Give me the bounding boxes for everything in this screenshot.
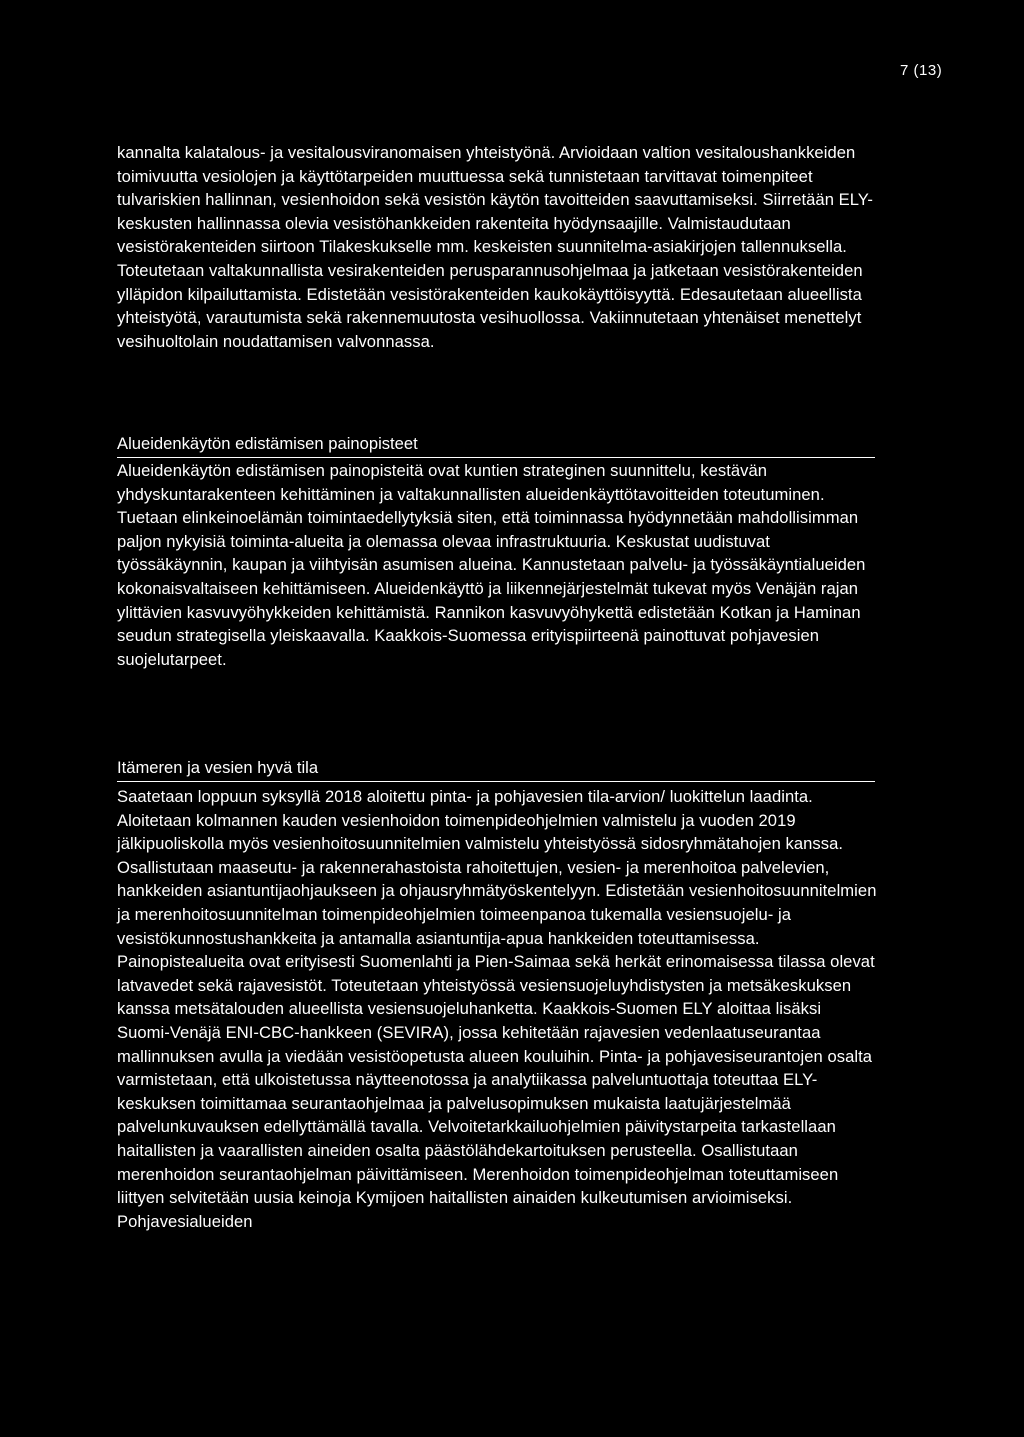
section-heading-baltic-sea-text: Itämeren ja vesien hyvä tila: [117, 758, 319, 777]
section-paragraph-baltic-sea: Saatetaan loppuun syksyllä 2018 aloitettu pinta- ja pohjavesien tila-arvion/ luokittelun laadinta. Aloitetaan kolmannen kauden vesienhoidon toimenpideohjelmien valmistelu ja vuoden 2019 jälkipuoliskolla myös vesienhoitosuunnitelmien valmistelu yhteistyössä sidosryhmätahojen kanssa. Osallistutaan maaseutu- ja rakennerahastoista rahoitettujen, vesien- ja merenhoitoa palvelevien, hankkeiden asiantuntijaohjaukseen ja ohjausryhmätyöskentelyyn. Edistetään vesienhoitosuunnitelmien ja merenhoitosuunnitelman toimenpideohjelmien toimeenpanoa tukemalla vesiensuojelu- ja vesistökunnostushankkeita ja antamalla asiantuntija-apua hankkeiden toteuttamisessa. Painopistealueita ovat erityisesti Suomenlahti ja Pien-Saimaa sekä herkät erinomaisessa tilassa olevat latvavedet sekä rajavesistöt. Toteutetaan yhteistyössä vesiensuojeluyhdistysten ja metsäkeskuksen kanssa metsätalouden alueellista vesiensuojeluhanketta. Kaakkois-Suomen ELY aloittaa lisäksi Suomi-Venäjä ENI-CBC-hankkeen (SEVIRA), jossa kehitetään rajavesien vedenlaatuseurantaa mallinnuksen avulla ja viedään vesistöopetusta alueen kouluihin. Pinta- ja pohjavesiseurantojen osalta varmistetaan, että ulkoistetussa näytteenotossa ja analytiikassa palveluntuottaja toteuttaa ELY-keskuksen toimittamaa seurantaohjelmaa ja palvelusopimuksen mukaista laatujärjestelmää palvelunkuvauksen edellyttämällä tavalla. Velvoitetarkkailuohjelmien päivitystarpeita tarkastellaan haitallisten ja vaarallisten aineiden osalta päästölähdekartoituksen perusteella. Osallistutaan merenhoidon seurantaohjelman päivittämiseen. Merenhoidon toimenpideohjelman toteuttamiseen liittyen selvitetään uusia keinoja Kymijoen haitallisten ainaiden kulkeutumisen arvioimiseksi. Pohjavesialueiden: [117, 787, 877, 1231]
page-number: 7 (13): [900, 62, 943, 79]
section-paragraph-land-use: Alueidenkäytön edistämisen painopisteitä ovat kuntien strateginen suunnittelu, kestävän yhdyskuntarakenteen kehittäminen ja valtakunnallisten alueidenkäyttötavoitteiden toteutuminen. Tuetaan elinkeinoelämän toimintaedellytyksiä siten, että toiminnassa hyödynnetään mahdollisimman paljon nykyisiä toiminta-alueita ja olemassa olevaa infrastruktuuria. Keskustat uudistuvat työssäkäynnin, kaupan ja viihtyisän asumisen alueina. Kannustetaan palvelu- ja työssäkäyntialueiden kokonaisvaltaiseen kehittämiseen. Alueidenkäyttö ja liikennejärjestelmät tukevat myös Venäjän rajan ylittävien kasvuvyöhykkeiden kehittämistä. Rannikon kasvuvyöhykettä edistetään Kotkan ja Haminan seudun strategisella yleiskaavalla. Kaakkois-Suomessa erityispiirteenä painottuvat pohjavesien suojelutarpeet.: [117, 461, 866, 669]
section-divider: [117, 457, 875, 458]
section-divider: [117, 781, 875, 782]
section-heading-baltic-sea: [117, 757, 875, 779]
intro-paragraph: kannalta kalatalous- ja vesitalousviranomaisen yhteistyönä. Arvioidaan valtion vesitaloushankkeiden toimivuutta vesiolojen ja käyttötarpeiden muuttuessa sekä tunnistetaan tarvittavat toimenpiteet tulvariskien hallinnan, vesienhoidon sekä vesistön käytön tavoitteiden saavuttamiseksi. Siirretään ELY-keskusten hallinnassa olevia vesistöhankkeiden rakenteita hyödynsaajille. Valmistaudutaan vesistörakenteiden siirtoon Tilakeskukselle mm. keskeisten suunnitelma-asiakirjojen tallennuksella. Toteutetaan valtakunnallista vesirakenteiden perusparannusohjelmaa ja jatketaan vesistörakenteiden ylläpidon kilpailuttamista. Edistetään vesistörakenteiden kaukokäyttöisyyttä. Edesautetaan alueellista yhteistyötä, varautumista sekä rakennemuutosta vesihuollossa. Vakiinnutetaan yhtenäiset menettelyt vesihuoltolain noudattamisen valvonnassa.: [117, 143, 873, 351]
section-heading-land-use-text: Alueidenkäytön edistämisen painopisteet: [117, 434, 418, 453]
section-heading-land-use: [117, 433, 875, 455]
